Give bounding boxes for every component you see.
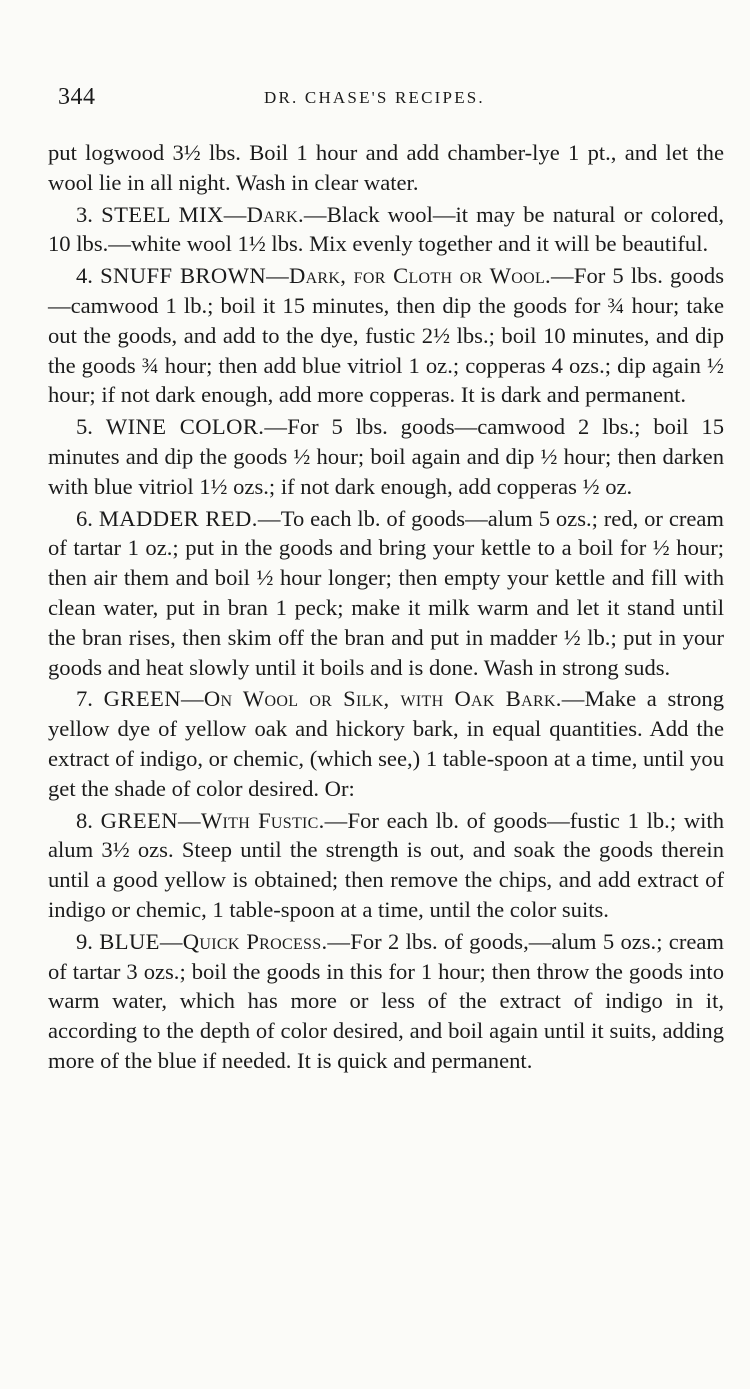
recipe-text: For each lb. of goods—fustic 1 lb.; with alum 3½ ozs. Steep until the strength is out, and soak the goods therein until a good yellow is obtained; then remove the chips, and add extract of indigo or chemic, 1 table-spoon at a time, until the color suits. [48, 807, 724, 922]
recipe-subtitle: — [257, 505, 281, 531]
page-header [58, 84, 722, 114]
running-head: DR. CHASE'S RECIPES. [264, 88, 485, 107]
recipe-snuff-brown [48, 261, 724, 410]
recipe-text: For 5 lbs. goods—camwood 1 lb.; boil it 15 minutes, then dip the goods for ¾ hour; take out the goods, and add to the dye, fustic 2½ lbs.; boil 10 minutes, and dip the goods ¾ hour; then add blue vitriol 1 oz.; copperas 4 ozs.; dip again ½ hour; if not dark enough, add more copperas. It is dark and permanent. [48, 263, 724, 408]
recipe-continuation [48, 138, 724, 198]
recipe-title: STEEL MIX [101, 201, 224, 227]
recipe-green-fustic [48, 806, 724, 925]
recipe-subtitle: —Dark, for Cloth or Wool.— [266, 263, 574, 289]
recipe-number: 8. [76, 807, 93, 833]
recipe-title: GREEN [100, 807, 178, 833]
recipe-number: 6. [76, 505, 93, 531]
recipe-title: WINE COLOR. [105, 414, 265, 440]
recipe-subtitle: —On Wool or Silk, with Oak Bark.— [180, 686, 585, 712]
recipe-text: For 2 lbs. of goods,—alum 5 ozs.; cream of tartar 3 ozs.; boil the goods in this for 1 hour; then throw the goods into warm water, which has more or less of the extract of indigo in it, according to the depth of color desired, and boil again until it suits, adding more of the blue if needed. It is quick and permanent. [48, 928, 724, 1073]
recipe-number: 7. [76, 686, 93, 712]
recipe-subtitle: —Quick Process.— [159, 928, 351, 954]
recipe-madder-red [48, 504, 724, 683]
recipe-text: To each lb. of goods—alum 5 ozs.; red, or cream of tartar 1 oz.; put in the goods and bring your kettle to a boil for ½ hour; then air them and boil ½ hour longer; then empty your kettle and fill with clean water, put in bran 1 peck; make it milk warm and let it stand until the bran rises, then skim off the bran and put in madder ½ lb.; put in your goods and heat slowly until it boils and is done. Wash in strong suds. [48, 505, 724, 680]
recipe-text: For 5 lbs. goods—camwood 2 lbs.; boil 15 minutes and dip the goods ½ hour; boil again and dip ½ hour; then darken with blue vitriol 1½ ozs.; if not dark enough, add copperas ½ oz. [48, 414, 724, 499]
recipe-blue-quick [48, 927, 724, 1076]
recipe-number: 5. [76, 414, 93, 440]
recipe-wine-color [48, 412, 724, 501]
recipe-steel-mix [48, 200, 724, 260]
recipe-green-oak-bark [48, 684, 724, 803]
recipe-number: 4. [76, 263, 93, 289]
recipe-title: BLUE [99, 928, 160, 954]
recipe-text: Black wool—it may be natural or colored, 10 lbs.—white wool 1½ lbs. Mix evenly together and it will be beautiful. [48, 201, 724, 257]
body-text [48, 138, 724, 1076]
recipe-text: Make a strong yellow dye of yellow oak and hickory bark, in equal quantities. Add the extract of indigo, or chemic, (which see,) 1 table-spoon at a time, until you get the shade of color desired. Or: [48, 686, 724, 801]
recipe-title: SNUFF BROWN [100, 263, 267, 289]
recipe-number: 3. [76, 201, 93, 227]
recipe-subtitle: —Dark.— [223, 201, 327, 227]
page-number: 344 [58, 84, 96, 110]
recipe-subtitle: —With Fustic.— [177, 807, 348, 833]
recipe-title: MADDER RED. [98, 505, 258, 531]
paragraph-text: put logwood 3½ lbs. Boil 1 hour and add chamber-lye 1 pt., and let the wool lie in all night. Wash in clear water. [48, 140, 724, 195]
recipe-subtitle: — [264, 414, 288, 440]
recipe-number: 9. [76, 928, 93, 954]
recipe-title: GREEN [103, 686, 181, 712]
